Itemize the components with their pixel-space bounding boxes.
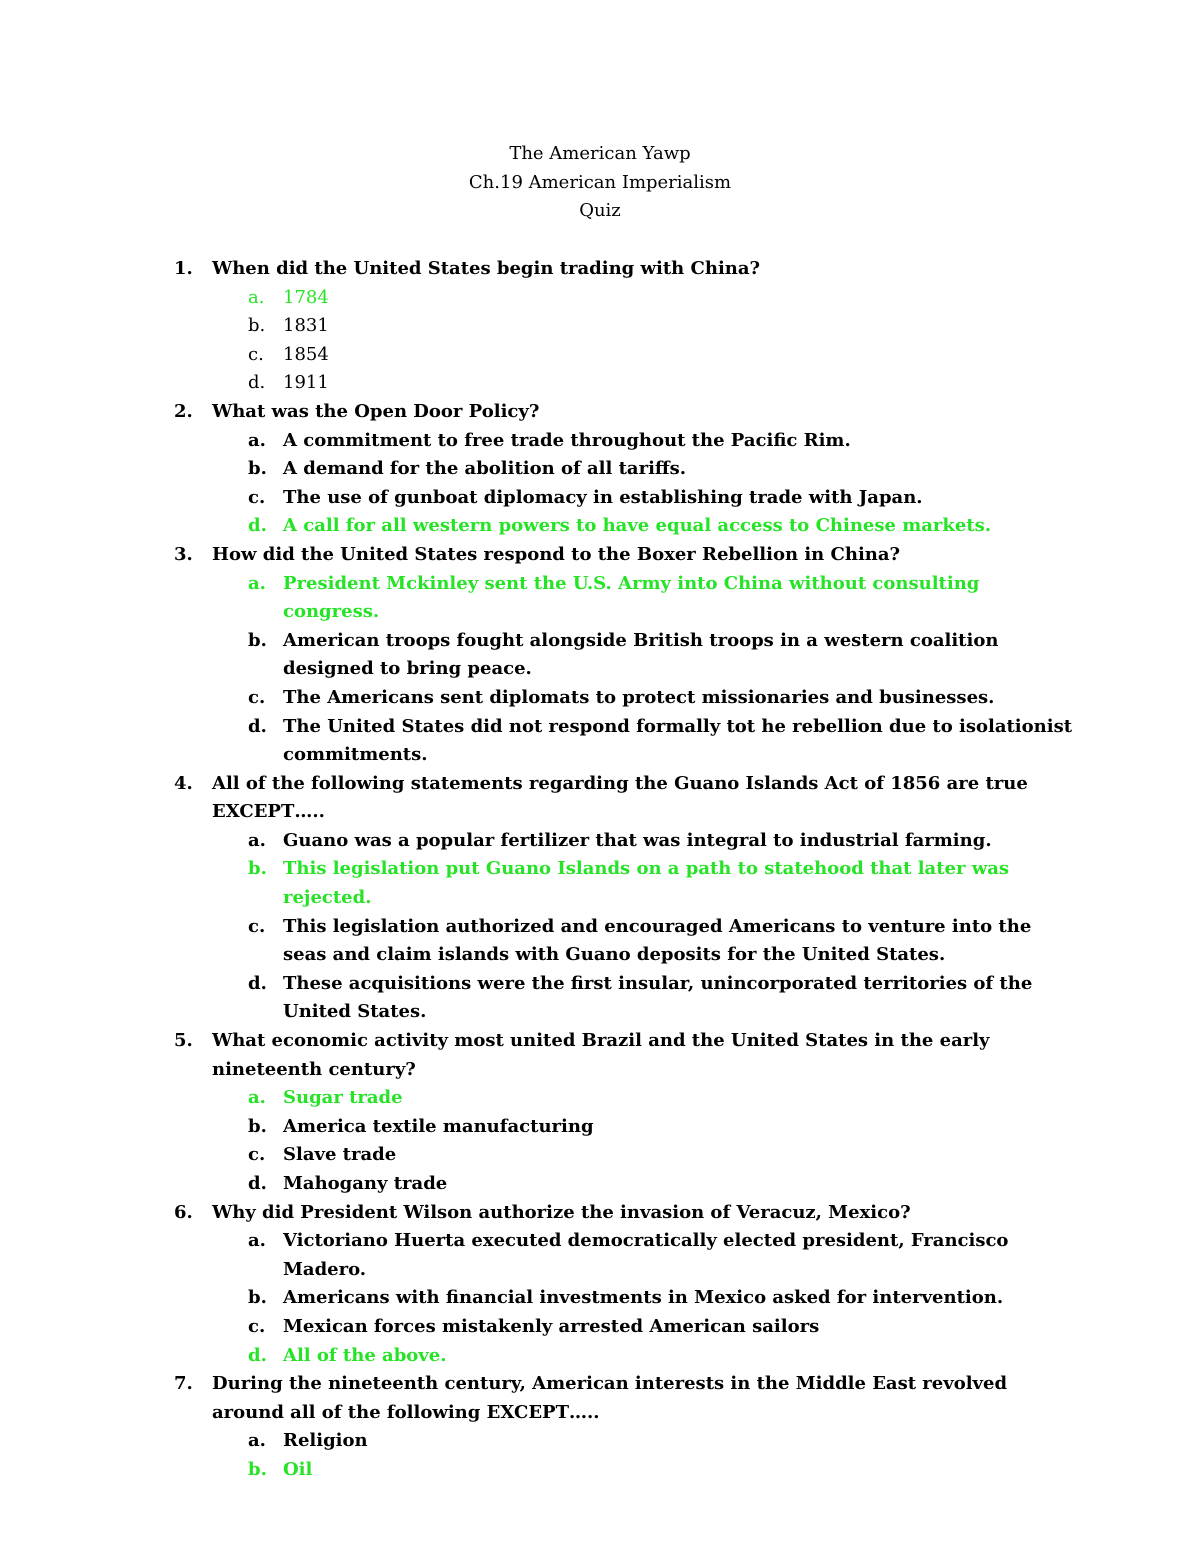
question-3 bbox=[0, 541, 1200, 770]
question-text: Why did President Wilson authorize the invasion of Veracuz, Mexico? bbox=[212, 1201, 911, 1223]
question-6 bbox=[0, 1199, 1200, 1371]
answer-letter: a. bbox=[248, 1230, 266, 1252]
answer-option bbox=[0, 1427, 1200, 1456]
answer-letter: d. bbox=[248, 1344, 267, 1366]
question-number: 7. bbox=[174, 1373, 193, 1395]
answer-letter: b. bbox=[248, 458, 267, 480]
quiz-label: Quiz bbox=[579, 200, 621, 222]
question-2 bbox=[0, 398, 1200, 541]
document-header bbox=[0, 140, 1200, 226]
answer-option bbox=[0, 455, 1200, 484]
answer-text: Americans with financial investments in Mexico asked for intervention. bbox=[283, 1287, 1004, 1309]
question-text: All of the following statements regarding the Guano Islands Act of 1856 are true EXCEPT….. bbox=[212, 772, 1028, 823]
answer-list bbox=[0, 427, 1200, 541]
answer-option bbox=[0, 1313, 1200, 1342]
answer-letter: a. bbox=[248, 829, 266, 851]
answer-text: America textile manufacturing bbox=[283, 1115, 594, 1137]
answer-option bbox=[0, 1284, 1200, 1313]
answer-letter: b. bbox=[248, 1115, 267, 1137]
answer-list bbox=[0, 827, 1200, 1027]
answer-list bbox=[0, 1227, 1200, 1370]
question-number: 4. bbox=[174, 772, 193, 794]
answer-text: A call for all western powers to have equal access to Chinese markets. bbox=[283, 515, 992, 537]
answer-letter: a. bbox=[248, 572, 266, 594]
answer-option bbox=[0, 484, 1200, 513]
answer-list bbox=[0, 1084, 1200, 1198]
answer-text: 1831 bbox=[283, 315, 329, 337]
answer-letter: c. bbox=[248, 486, 266, 508]
question-7 bbox=[0, 1370, 1200, 1484]
question-number: 1. bbox=[174, 258, 193, 279]
answer-option bbox=[0, 684, 1200, 713]
answer-letter: d. bbox=[248, 972, 267, 994]
answer-letter: c. bbox=[248, 1315, 266, 1337]
answer-option bbox=[0, 970, 1200, 1027]
answer-text: The Americans sent diplomats to protect missionaries and businesses. bbox=[283, 686, 995, 708]
answer-option bbox=[0, 1227, 1200, 1284]
answer-option bbox=[0, 427, 1200, 456]
answer-option-correct bbox=[0, 1084, 1200, 1113]
answer-text: The use of gunboat diplomacy in establishing trade with Japan. bbox=[283, 486, 923, 508]
answer-text: 1784 bbox=[283, 286, 329, 308]
answer-option bbox=[0, 1170, 1200, 1199]
answer-option-correct bbox=[0, 1342, 1200, 1371]
question-5 bbox=[0, 1027, 1200, 1199]
question-4 bbox=[0, 770, 1200, 1027]
answer-letter: a. bbox=[248, 429, 266, 451]
answer-text: 1854 bbox=[283, 343, 329, 365]
answer-letter: c. bbox=[248, 343, 264, 365]
answer-letter: b. bbox=[248, 1287, 267, 1309]
answer-option bbox=[0, 1141, 1200, 1170]
answer-letter: b. bbox=[248, 629, 267, 651]
answer-option bbox=[0, 312, 1200, 341]
answer-text: Victoriano Huerta executed democratically elected president, Francisco Madero. bbox=[283, 1230, 1009, 1280]
answer-option-correct bbox=[0, 855, 1200, 912]
question-number: 3. bbox=[174, 543, 193, 565]
quiz-list bbox=[0, 255, 1200, 1485]
answer-option bbox=[0, 713, 1200, 770]
chapter-title: Ch.19 American Imperialism bbox=[468, 171, 732, 193]
answer-text: Mexican forces mistakenly arrested American sailors bbox=[283, 1315, 820, 1337]
answer-text: American troops fought alongside British troops in a western coalition designed to bring peace. bbox=[283, 629, 999, 680]
answer-option-correct bbox=[0, 1456, 1200, 1485]
question-number: 6. bbox=[174, 1201, 193, 1223]
answer-text: All of the above. bbox=[283, 1344, 447, 1366]
answer-letter: b. bbox=[248, 858, 267, 880]
question-1 bbox=[0, 255, 1200, 398]
book-title: The American Yawp bbox=[509, 143, 691, 164]
answer-text: The United States did not respond formally tot he rebellion due to isolationist commitments. bbox=[283, 715, 1073, 766]
answer-letter: d. bbox=[248, 1173, 267, 1194]
question-text: What economic activity most united Brazil and the United States in the early nineteenth century? bbox=[212, 1030, 990, 1080]
answer-option bbox=[0, 1113, 1200, 1142]
answer-option bbox=[0, 341, 1200, 370]
question-number: 2. bbox=[174, 400, 193, 422]
answer-list bbox=[0, 1427, 1200, 1484]
answer-option-correct bbox=[0, 284, 1200, 313]
answer-text: Oil bbox=[283, 1458, 313, 1480]
answer-text: A demand for the abolition of all tariffs. bbox=[283, 458, 687, 480]
answer-option bbox=[0, 369, 1200, 398]
answer-letter: b. bbox=[248, 315, 266, 337]
answer-letter: b. bbox=[248, 1458, 267, 1480]
question-text: During the nineteenth century, American interests in the Middle East revolved around all of the following EXCEPT….. bbox=[212, 1373, 1008, 1423]
answer-letter: d. bbox=[248, 372, 266, 394]
answer-text: These acquisitions were the first insular, unincorporated territories of the United States. bbox=[283, 972, 1033, 1023]
answer-text: Sugar trade bbox=[283, 1087, 403, 1109]
answer-text: 1911 bbox=[283, 372, 329, 394]
answer-text: Religion bbox=[283, 1430, 368, 1452]
answer-letter: c. bbox=[248, 915, 266, 937]
answer-letter: a. bbox=[248, 1087, 266, 1109]
answer-option-correct bbox=[0, 512, 1200, 541]
answer-option bbox=[0, 913, 1200, 970]
question-number: 5. bbox=[174, 1030, 193, 1052]
answer-text: A commitment to free trade throughout the Pacific Rim. bbox=[283, 429, 851, 451]
answer-letter: d. bbox=[248, 515, 267, 537]
answer-text: President Mckinley sent the U.S. Army into China without consulting congress. bbox=[283, 572, 980, 623]
answer-letter: a. bbox=[248, 286, 265, 308]
answer-letter: d. bbox=[248, 715, 267, 737]
answer-letter: a. bbox=[248, 1430, 266, 1452]
question-text: When did the United States begin trading with China? bbox=[212, 258, 761, 279]
answer-list bbox=[0, 570, 1200, 770]
answer-text: This legislation authorized and encouraged Americans to venture into the seas and claim islands with Guano deposits for the United States. bbox=[283, 915, 1032, 966]
answer-list bbox=[0, 284, 1200, 398]
answer-option-correct bbox=[0, 570, 1200, 627]
answer-text: This legislation put Guano Islands on a path to statehood that later was rejected. bbox=[283, 858, 1010, 909]
answer-letter: c. bbox=[248, 686, 266, 708]
answer-letter: c. bbox=[248, 1144, 266, 1166]
answer-text: Mahogany trade bbox=[283, 1173, 448, 1194]
question-text: What was the Open Door Policy? bbox=[212, 400, 540, 422]
answer-option bbox=[0, 827, 1200, 856]
answer-option bbox=[0, 627, 1200, 684]
answer-text: Slave trade bbox=[283, 1144, 397, 1166]
question-text: How did the United States respond to the Boxer Rebellion in China? bbox=[212, 543, 901, 565]
answer-text: Guano was a popular fertilizer that was integral to industrial farming. bbox=[283, 829, 992, 851]
